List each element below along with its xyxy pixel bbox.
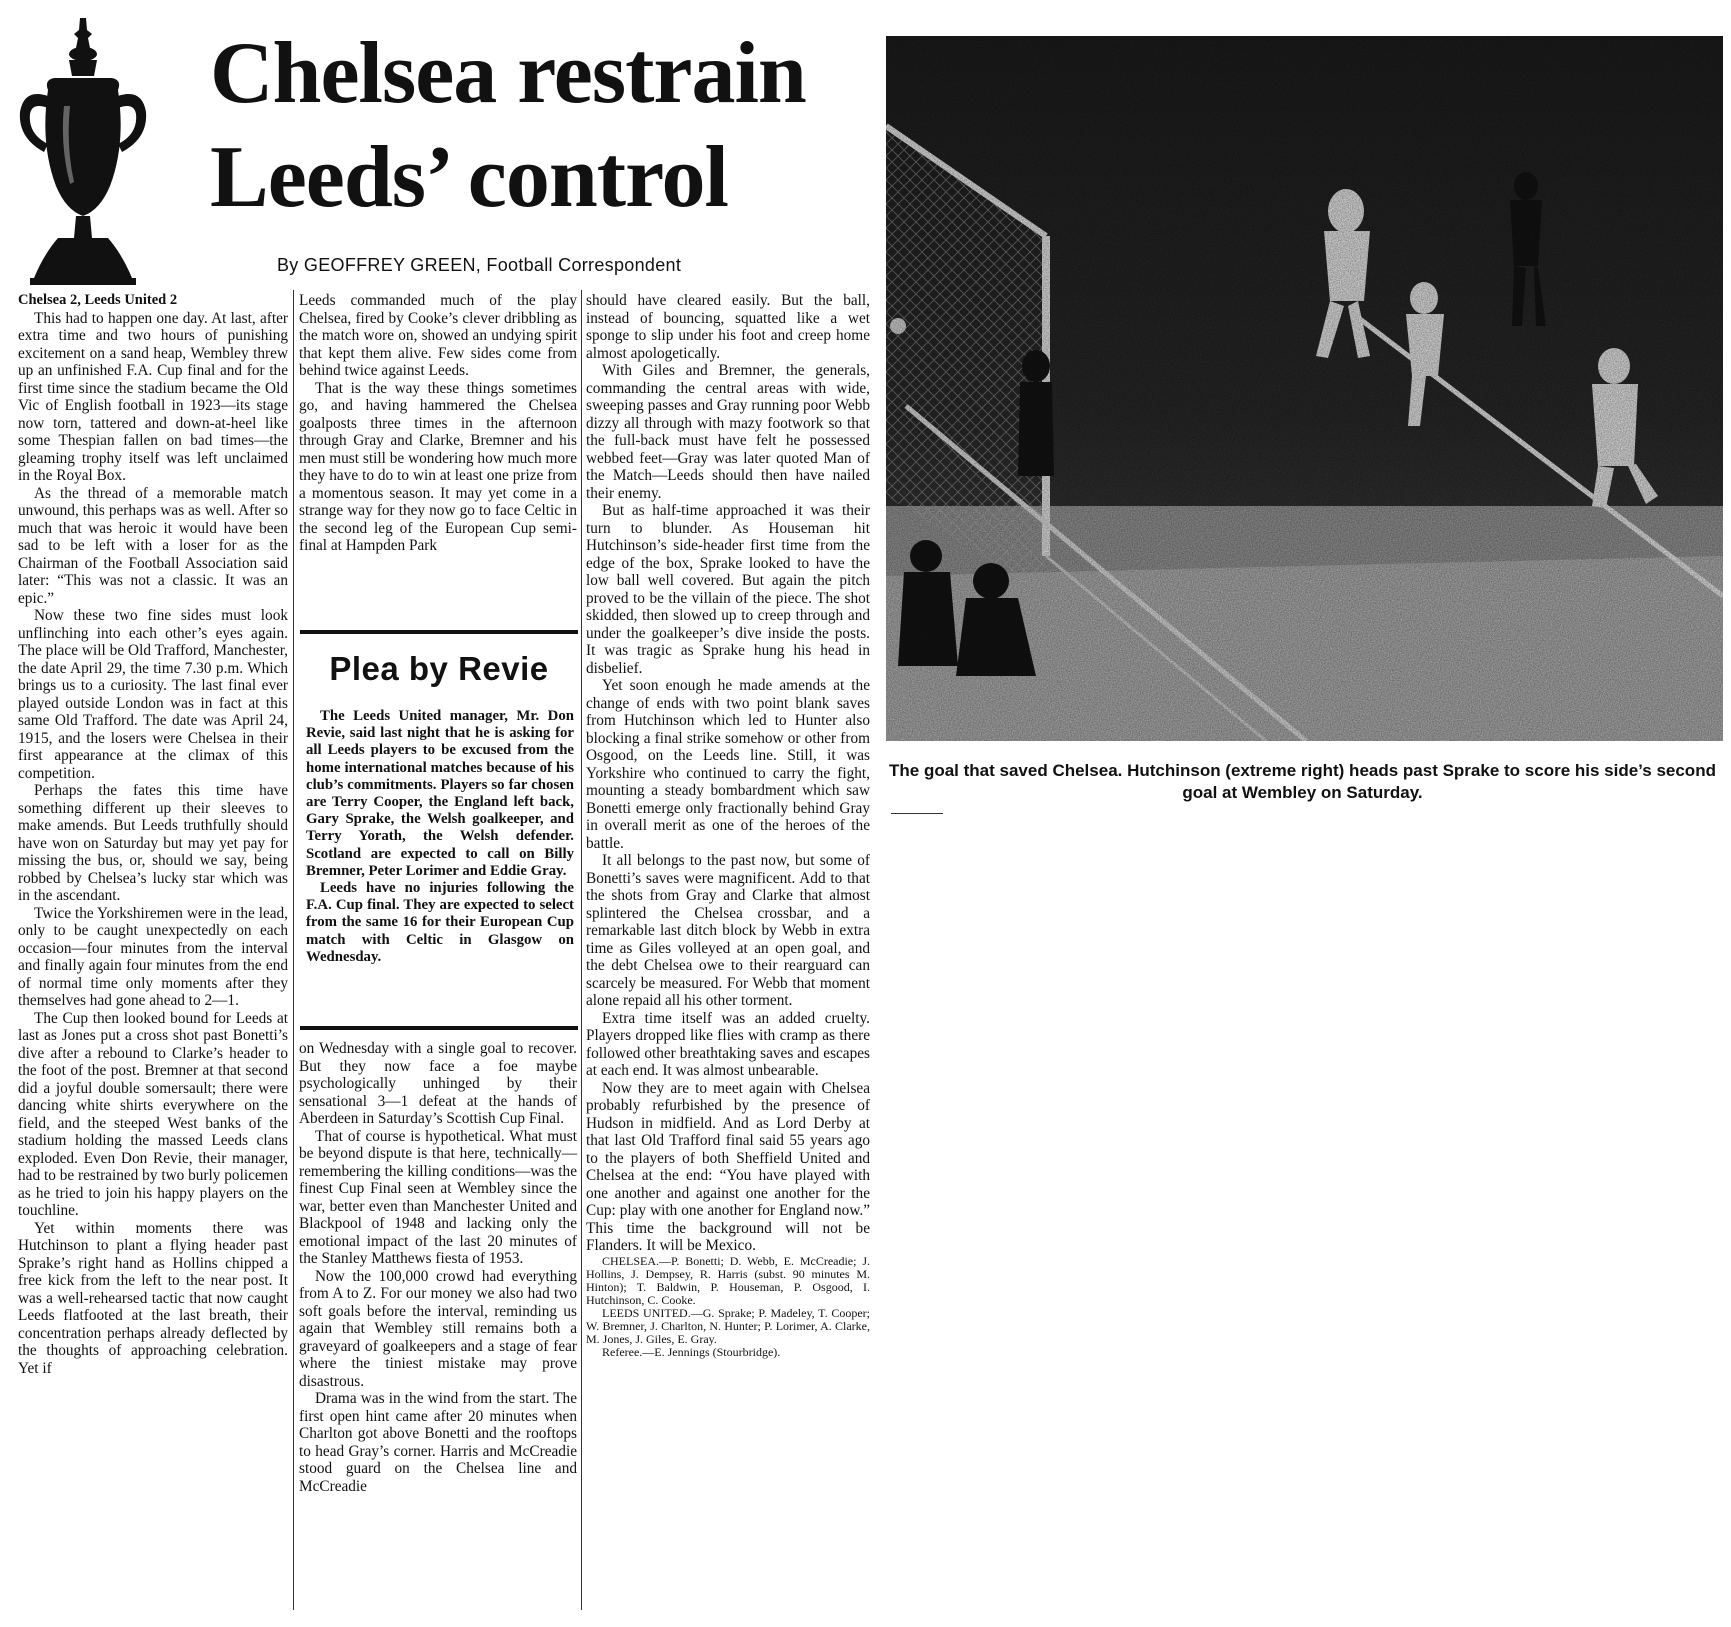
paragraph: on Wednesday with a single goal to recover. But they now face a foe maybe psychologically unhinged by their sensational 3—1 defeat at the hands of Aberdeen in Saturday’s Scottish Cup Final. [299, 1040, 577, 1127]
paragraph: The Leeds United manager, Mr. Don Revie, said last night that he is asking for all Leeds players to be excused from the home international matches because of his club’s commitments. Players so far chosen are Terry Cooper, the England left back, Gary Sprake, the Welsh goalkeeper, and Terry Yorath, the Welsh defender. Scotland are expected to call on Billy Bremner, Peter Lorimer and Eddie Gray. [306, 708, 574, 879]
paragraph: Leeds commanded much of the play Chelsea, fired by Cooke’s clever dribbling as the match wore on, showed an undying spirit that kept them alive. Few sides come from behind twice against Leeds. [299, 292, 577, 379]
paragraph: Extra time itself was an added cruelty. Players dropped like flies with cramp as there followed other breathtaking saves and escapes at each end. It was almost unbearable. [586, 1009, 870, 1079]
fa-cup-trophy-icon [14, 16, 154, 291]
paragraph: Now they are to meet again with Chelsea probably refurbished by the presence of Hudson in midfield. And as Lord Derby at that last Old Trafford final said 55 years ago to the players of both Sheffield United and Chelsea at the end: “You have played with one another and against one another for the Cup: play with one another for England now.” This time the background will not be Flanders. It will be Mexico. [586, 1079, 870, 1254]
paragraph: With Giles and Bremner, the generals, commanding the central areas with wide, sweeping passes and Gray running poor Webb dizzy all through with mazy footwork so that the full-back must have felt he possessed webbed feet—Gray was later quoted Man of the Match—Leeds should then have nailed their enemy. [586, 362, 870, 502]
article-column-3 [586, 292, 870, 1359]
paragraph: It all belongs to the past now, but some of Bonetti’s saves were magnificent. Add to that the shots from Gray and Clarke that almost splintered the Chelsea crossbar, and a remarkable last ditch block by Webb in extra time as Giles volleyed at an open goal, and the debt Chelsea owe to their rearguard can scarcely be measured. For Webb that moment alone repaid all his other torment. [586, 852, 870, 1009]
paragraph: should have cleared easily. But the ball, instead of bouncing, squatted like a wet sponge to slip under his foot and creep home almost apologetically. [586, 292, 870, 362]
headline-line-2: Leeds’ control [210, 129, 728, 226]
photo-caption: The goal that saved Chelsea. Hutchinson (extreme right) heads past Sprake to score his side’s second goal at Wembley on Saturday. [889, 761, 1716, 802]
paragraph: Yet soon enough he made amends at the change of ends with two point blank saves from Hutchinson which led to Hunter also blocking a final strike somehow or other from Osgood, on the Leeds line. Still, it was Yorkshire who continued to carry the fight, mounting a steady bombardment which saw Bonetti emerge only fractionally behind Gray in overall merit as one of the heroes of the battle. [586, 677, 870, 852]
paragraph: The Cup then looked bound for Leeds at last as Jones put a cross shot past Bonetti’s dive after a rebound to Clarke’s header to the foot of the post. Bremner at that second did a joyful double somersault; there were dancing white shirts everywhere on the field, and the steeped West banks of the stadium holding the massed Leeds clans exploded. Even Don Revie, their manager, had to be restrained by two burly policemen as he tried to join his happy players on the touchline. [18, 1009, 288, 1219]
team-lineup-chelsea: CHELSEA.—P. Bonetti; D. Webb, E. McCreadie; J. Hollins, J. Dempsey, R. Harris (subst. 90 minutes M. Hinton); T. Baldwin, P. Houseman, P. Osgood, I. Hutchinson, C. Cooke. [586, 1253, 870, 1307]
paragraph: But as half-time approached it was their turn to blunder. As Houseman hit Hutchinson’s side-header first time from the edge of the box, Sprake looked to have the low ball well covered. But again the pitch proved to be the villain of the piece. The shot skidded, then slowed up to creep through and under the goalkeeper’s dive inside the posts. It was tragic as Sprake hung his head in disbelief. [586, 502, 870, 677]
headline-line-1: Chelsea restrain [210, 25, 806, 122]
paragraph: That of course is hypothetical. What must be beyond dispute is that here, technically—remembering the killing conditions—was the finest Cup Final seen at Wembley since the war, better even than Manchester United and Blackpool of 1948 and lacking only the emotional impact of the last 20 minutes of the Stanley Matthews fiesta of 1953. [299, 1127, 577, 1267]
paragraph: Now these two fine sides must look unflinching into each other’s eyes again. The place will be Old Trafford, Manchester, the date April 29, the time 7.30 p.m. Which brings us to a curiosity. The last final ever played outside London was in fact at this same Old Trafford. The date was April 24, 1915, and the losers were Chelsea in their first appearance at the climax of this competition. [18, 607, 288, 782]
paragraph: This had to happen one day. At last, after extra time and two hours of punishing excitement on a sand heap, Wembley threw up an unfinished F.A. Cup final and for the first time since the stadium became the Old Vic of English football in 1923—its stage now torn, tattered and down-at-heel like some Thespian fallen on bad times—the gleaming trophy itself was left unclaimed in the Royal Box. [18, 309, 288, 484]
column-divider [581, 290, 582, 1610]
paragraph: Now the 100,000 crowd had everything from A to Z. For our money we also had two soft goals before the interval, reminding us again that Wembley still remains both a graveyard of goalkeepers and a stage of fear where the tiniest mistake may prove disastrous. [299, 1267, 577, 1390]
article-column-2-continued [299, 1040, 577, 1495]
box-bottom-rule [300, 1026, 578, 1030]
team-lineup-leeds: LEEDS UNITED.—G. Sprake; P. Madeley, T. Cooper; W. Bremner, J. Charlton, N. Hunter; P. Lorimer, A. Clarke, M. Jones, J. Giles, E. Gray. [586, 1305, 870, 1346]
caption-rule [891, 813, 943, 814]
paragraph: That is the way these things sometimes go, and having hammered the Chelsea goalposts three times in the afternoon through Gray and Clarke, Bremner and his men must still be wondering how much more they have to do to win at least one prize from a momentous season. It may yet come in a strange way for they now go to face Celtic in the second leg of the European Cup semi-final at Hampden Park [299, 379, 577, 554]
box-top-rule [300, 630, 578, 634]
football-goal-photo [886, 36, 1723, 741]
paragraph: Leeds have no injuries following the F.A. Cup final. They are expected to select from the same 16 for their European Cup match with Celtic in Glasgow on Wednesday. [306, 880, 574, 965]
article-column-1 [18, 292, 288, 1377]
paragraph: As the thread of a memorable match unwound, this perhaps was as well. After so much that was heroic it would have been sad to be left with a loser for as the Chairman of the Football Association said later: “This was not a classic. It was an epic.” [18, 484, 288, 607]
byline: By GEOFFREY GREEN, Football Correspondent [277, 255, 682, 275]
score-line: Chelsea 2, Leeds United 2 [18, 292, 178, 308]
article-column-2 [299, 292, 577, 555]
referee-line: Referee.—E. Jennings (Stourbridge). [602, 1344, 781, 1359]
plea-by-revie-box [306, 708, 574, 966]
column-divider [293, 290, 294, 1610]
headline [210, 22, 830, 230]
plea-by-revie-title: Plea by Revie [329, 650, 549, 687]
paragraph: Drama was in the wind from the start. The first open hint came after 20 minutes when Charlton got above Bonetti and the rooftops to head Gray’s corner. Harris and McCreadie stood guard on the Chelsea line and McCreadie [299, 1390, 577, 1495]
paragraph: Twice the Yorkshiremen were in the lead, only to be caught unexpectedly on each occasion—four minutes from the interval and finally again four minutes from the end of normal time only moments after they themselves had gone ahead to 2—1. [18, 904, 288, 1009]
paragraph: Yet within moments there was Hutchinson to plant a flying header past Sprake’s right hand as Hollins chipped a free kick from the left to the near post. It was a well-rehearsed tactic that now caught Leeds flatfooted at the last breath, their concentration perhaps already deflected by the thoughts of approaching celebration. Yet if [18, 1219, 288, 1377]
paragraph: Perhaps the fates this time have something different up their sleeves to make amends. But Leeds truthfully should have won on Saturday but may yet pay for missing the bus, or, should we say, being robbed by Chelsea’s lucky star which was in the ascendant. [18, 782, 288, 904]
